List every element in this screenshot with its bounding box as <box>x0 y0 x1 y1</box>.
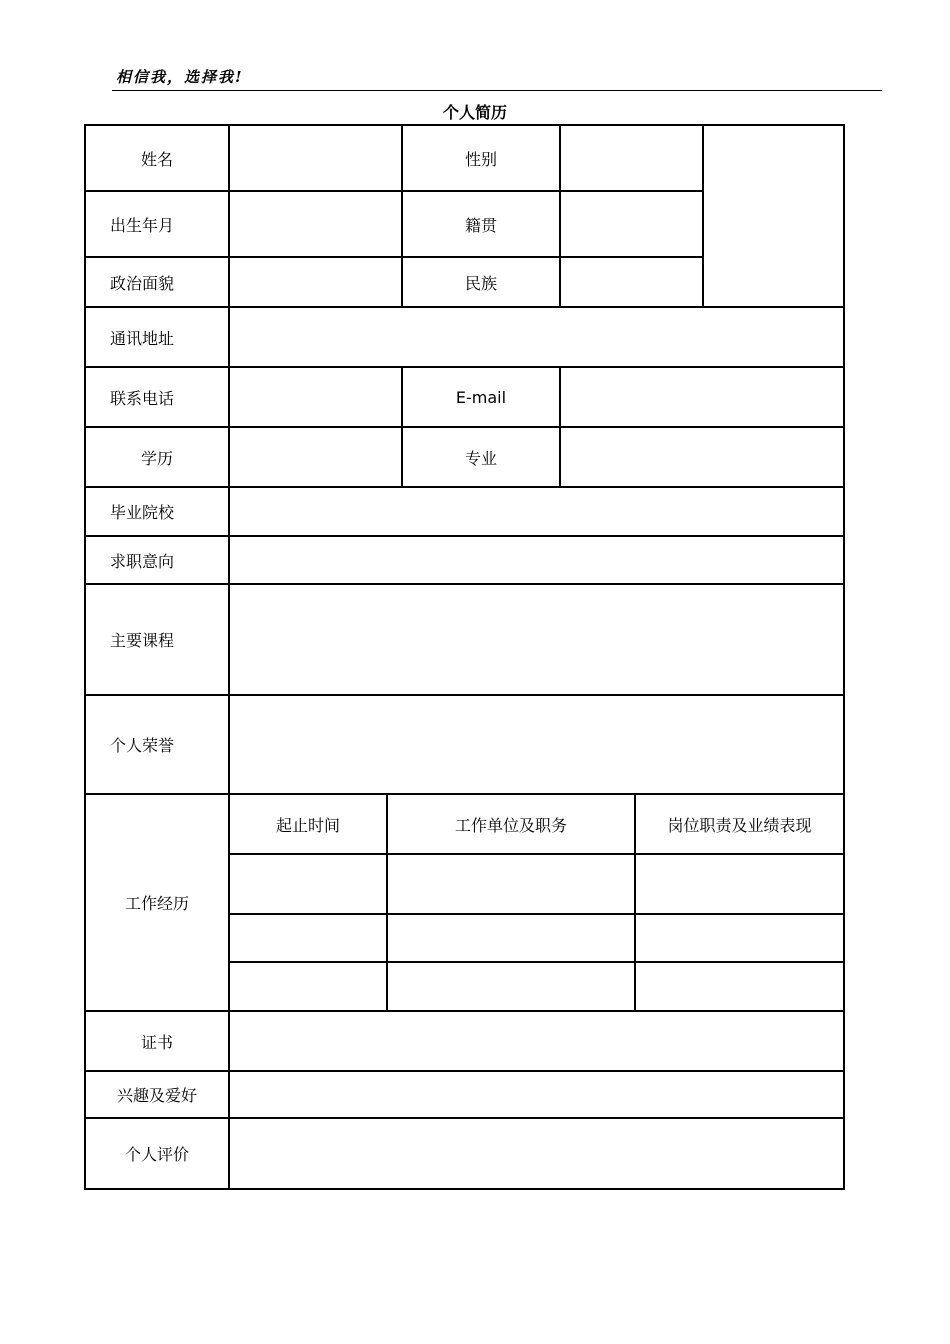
address-field[interactable] <box>228 306 845 366</box>
name-label: 姓名 <box>84 124 228 190</box>
email-field[interactable] <box>559 366 845 426</box>
education-label: 学历 <box>84 426 228 486</box>
major-label: 专业 <box>401 426 559 486</box>
education-field[interactable] <box>228 426 401 486</box>
name-field[interactable] <box>228 124 401 190</box>
work-col-duties: 岗位职责及业绩表现 <box>634 793 845 853</box>
work-col-employer: 工作单位及职务 <box>386 793 634 853</box>
hobbies-label: 兴趣及爱好 <box>84 1070 228 1117</box>
evaluation-label: 个人评价 <box>84 1117 228 1190</box>
major-field[interactable] <box>559 426 845 486</box>
hometown-field[interactable] <box>559 190 702 256</box>
courses-field[interactable] <box>228 583 845 694</box>
work-row-1-duties[interactable] <box>634 853 845 913</box>
work-row-2-employer[interactable] <box>386 913 634 961</box>
gender-label: 性别 <box>401 124 559 190</box>
ethnicity-label: 民族 <box>401 256 559 306</box>
objective-label: 求职意向 <box>84 535 228 583</box>
political-field[interactable] <box>228 256 401 306</box>
header-slogan: 相信我，选择我! <box>116 68 244 86</box>
political-label: 政治面貌 <box>84 256 228 306</box>
courses-label: 主要课程 <box>84 583 228 694</box>
phone-field[interactable] <box>228 366 401 426</box>
email-label: E-mail <box>401 366 559 426</box>
work-row-1-period[interactable] <box>228 853 386 913</box>
school-field[interactable] <box>228 486 845 535</box>
ethnicity-field[interactable] <box>559 256 702 306</box>
address-label: 通讯地址 <box>84 306 228 366</box>
work-label: 工作经历 <box>84 793 228 1010</box>
page-title: 个人简历 <box>442 103 507 122</box>
header-divider <box>112 90 882 91</box>
work-row-1-employer[interactable] <box>386 853 634 913</box>
hobbies-field[interactable] <box>228 1070 845 1117</box>
gender-field[interactable] <box>559 124 702 190</box>
photo-box[interactable] <box>702 124 845 306</box>
work-row-2-period[interactable] <box>228 913 386 961</box>
evaluation-field[interactable] <box>228 1117 845 1190</box>
hometown-label: 籍贯 <box>401 190 559 256</box>
work-col-period: 起止时间 <box>228 793 386 853</box>
certificate-field[interactable] <box>228 1010 845 1070</box>
work-row-3-period[interactable] <box>228 961 386 1010</box>
honors-label: 个人荣誉 <box>84 694 228 793</box>
birth-field[interactable] <box>228 190 401 256</box>
birth-label: 出生年月 <box>84 190 228 256</box>
objective-field[interactable] <box>228 535 845 583</box>
school-label: 毕业院校 <box>84 486 228 535</box>
certificate-label: 证书 <box>84 1010 228 1070</box>
work-row-3-duties[interactable] <box>634 961 845 1010</box>
phone-label: 联系电话 <box>84 366 228 426</box>
work-row-3-employer[interactable] <box>386 961 634 1010</box>
honors-field[interactable] <box>228 694 845 793</box>
work-row-2-duties[interactable] <box>634 913 845 961</box>
